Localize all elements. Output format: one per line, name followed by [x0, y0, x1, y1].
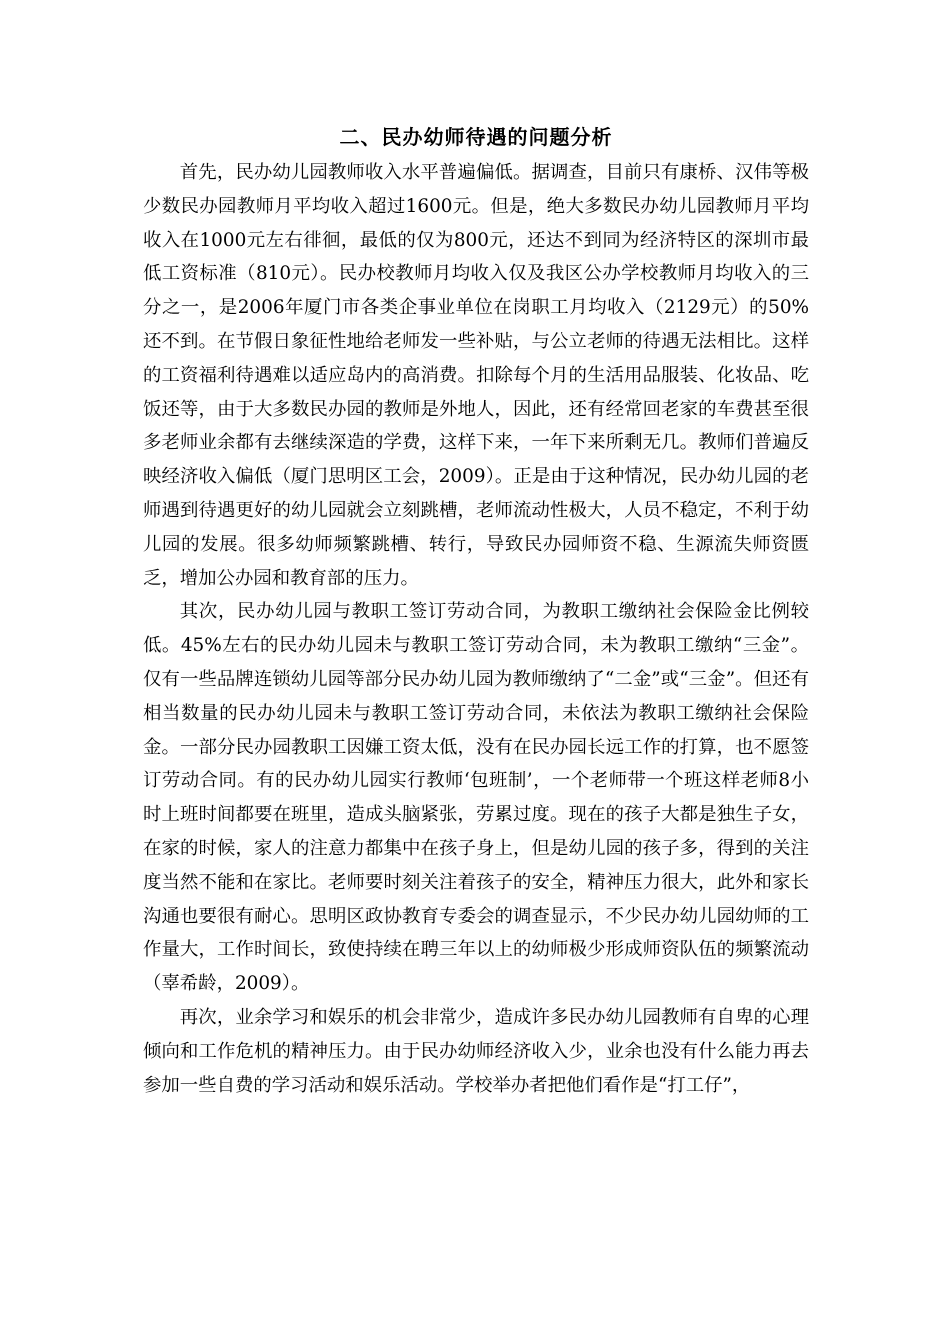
paragraph-leisure: 再次，业余学习和娱乐的机会非常少，造成许多民办幼儿园教师有自卑的心理倾向和工作危机的精神压力。由于民办幼师经济收入少，业余也没有什么能力再去参加一些自费的学习活动和娱乐活动。学校举办者把他们看作是“打工仔”， — [143, 1006, 809, 1096]
paragraph-income: 首先，民办幼儿园教师收入水平普遍偏低。据调查，目前只有康桥、汉伟等极少数民办园教师月平均收入超过1600元。但是，绝大多数民办幼儿园教师月平均收入在1000元左右徘徊，最低的仅为800元，还达不到同为经济特区的深圳市最低工资标准（810元）。民办校教师月均收入仅及我区公办学校教师月均收入的三分之一，是2006年厦门市各类企事业单位在岗职工月均收入（2129元）的50%还不到。在节假日象征性地给老师发一些补贴，与公立老师的待遇无法相比。这样的工资福利待遇难以适应岛内的高消费。扣除每个月的生活用品服装、化妆品、吃饭还等，由于大多数民办园的教师是外地人，因此，还有经常回老家的车费甚至很多老师业余都有去继续深造的学费，这样下来，一年下来所剩无几。教师们普遍反映经济收入偏低（厦门思明区工会，2009）。正是由于这种情况，民办幼儿园的老师遇到待遇更好的幼儿园就会立刻跳槽，老师流动性极大，人员不稳定，不利于幼儿园的发展。很多幼师频繁跳槽、转行，导致民办园师资不稳、生源流失师资匮乏，增加公办园和教育部的压力。 — [143, 162, 809, 589]
document-page — [143, 118, 809, 1102]
section-title: 二、民办幼师待遇的问题分析 — [339, 125, 613, 149]
paragraph-contracts: 其次，民办幼儿园与教职工签订劳动合同，为教职工缴纳社会保险金比例较低。45%左右的民办幼儿园未与教职工签订劳动合同，未为教职工缴纳“三金”。仅有一些品牌连锁幼儿园等部分民办幼儿园为教师缴纳了“二金”或“三金”。但还有相当数量的民办幼儿园未与教职工签订劳动合同，未依法为教职工缴纳社会保险金。一部分民办园教职工因嫌工资太低，没有在民办园长远工作的打算，也不愿签订劳动合同。有的民办幼儿园实行教师‘包班制’，一个老师带一个班这样老师8小时上班时间都要在班里，造成头脑紧张，劳累过度。现在的孩子大都是独生子女，在家的时候，家人的注意力都集中在孩子身上，但是幼儿园的孩子多，得到的关注度当然不能和在家比。老师要时刻关注着孩子的安全，精神压力很大，此外和家长沟通也要很有耐心。思明区政协教育专委会的调查显示，不少民办幼儿园幼师的工作量大，工作时间长，致使持续在聘三年以上的幼师极少形成师资队伍的频繁流动（辜希龄，2009）。 — [143, 601, 809, 995]
